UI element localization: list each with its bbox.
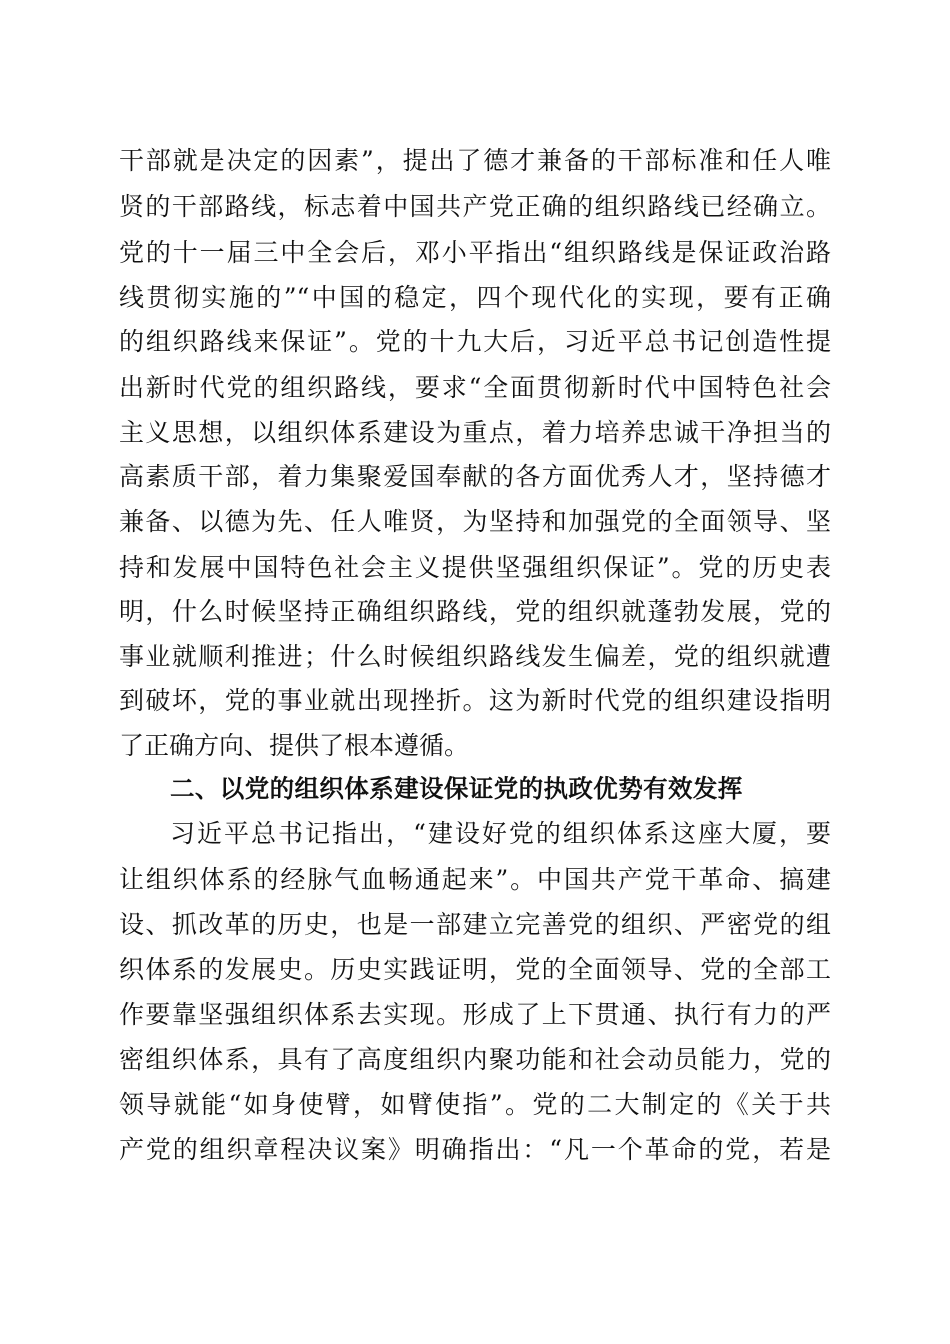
text-line: 贤的干部路线，标志着中国共产党正确的组织路线已经确立。 <box>119 192 831 221</box>
text-line: 干部就是决定的因素”，提出了德才兼备的干部标准和任人唯 <box>119 146 831 175</box>
text-line: 明，什么时候坚持正确组织路线，党的组织就蓬勃发展，党的 <box>119 597 831 626</box>
text-line: 织体系的发展史。历史实践证明，党的全面领导、党的全部工 <box>119 955 831 984</box>
text-line: 让组织体系的经脉气血畅通起来”。中国共产党干革命、搞建 <box>119 865 831 894</box>
text-line: 领导就能“如身使臂，如臂使指”。党的二大制定的《关于共 <box>119 1090 831 1119</box>
text-line: 了正确方向、提供了根本遵循。 <box>119 731 470 760</box>
text-line: 兼备、以德为先、任人唯贤，为坚持和加强党的全面领导、坚 <box>119 507 831 536</box>
text-line: 党的十一届三中全会后，邓小平指出“组织路线是保证政治路 <box>119 238 831 267</box>
text-line: 持和发展中国特色社会主义提供坚强组织保证”。党的历史表 <box>119 553 831 582</box>
text-line: 产党的组织章程决议案》明确指出：“凡一个革命的党，若是 <box>119 1135 831 1164</box>
text-line: 到破坏，党的事业就出现挫折。这为新时代党的组织建设指明 <box>119 686 831 715</box>
text-line: 事业就顺利推进；什么时候组织路线发生偏差，党的组织就遭 <box>119 642 831 671</box>
text-line: 线贯彻实施的”“中国的稳定，四个现代化的实现，要有正确 <box>119 283 831 312</box>
text-line: 作要靠坚强组织体系去实现。形成了上下贯通、执行有力的严 <box>119 1000 831 1029</box>
text-line: 的组织路线来保证”。党的十九大后，习近平总书记创造性提 <box>119 327 831 356</box>
text-line: 出新时代党的组织路线，要求“全面贯彻新时代中国特色社会 <box>119 373 831 402</box>
text-line: 高素质干部，着力集聚爱国奉献的各方面优秀人才，坚持德才 <box>119 462 831 491</box>
text-line: 主义思想，以组织体系建设为重点，着力培养忠诚干净担当的 <box>119 418 831 447</box>
text-line: 密组织体系，具有了高度组织内聚功能和社会动员能力，党的 <box>119 1045 831 1074</box>
section-heading: 二、以党的组织体系建设保证党的执政优势有效发挥 <box>170 774 743 803</box>
text-line: 设、抓改革的历史，也是一部建立完善党的组织、严密党的组 <box>119 910 831 939</box>
text-line: 习近平总书记指出，“建设好党的组织体系这座大厦，要 <box>170 819 831 848</box>
